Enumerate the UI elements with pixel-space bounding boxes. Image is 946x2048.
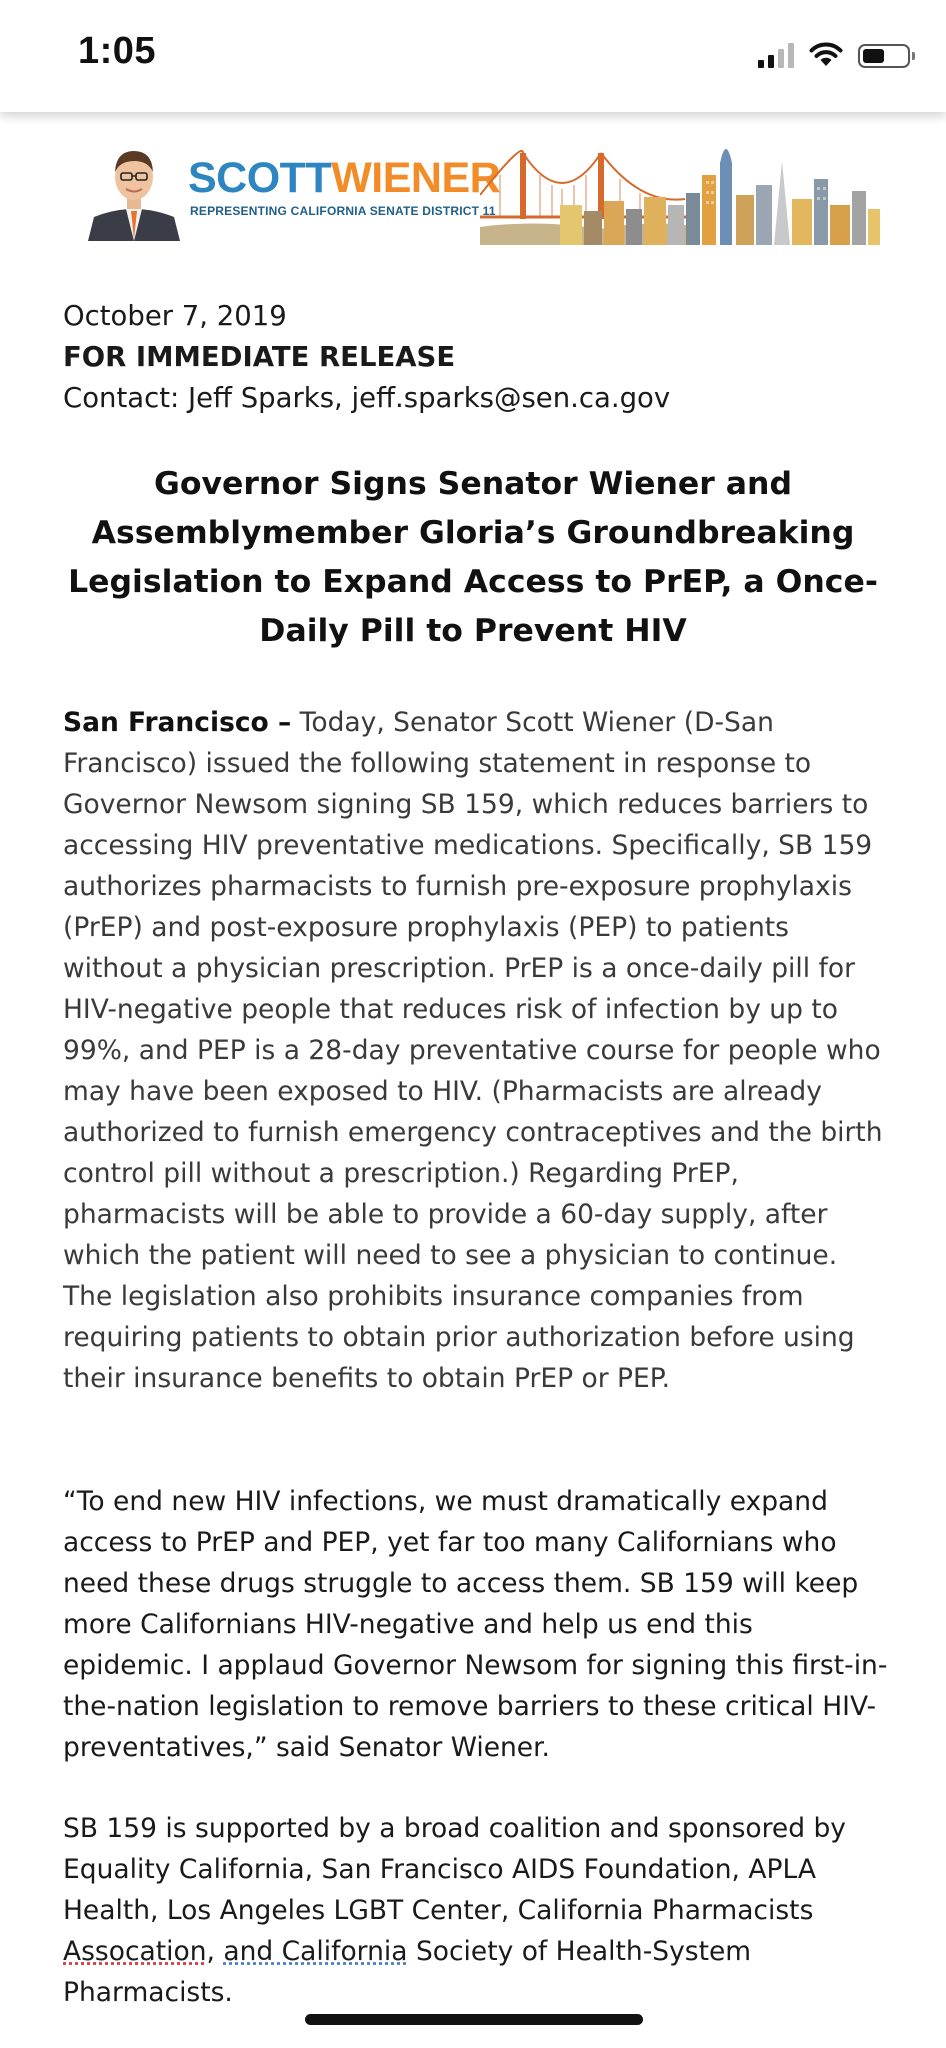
header-banner bbox=[80, 135, 880, 245]
status-icons bbox=[758, 40, 910, 68]
release-type: FOR IMMEDIATE RELEASE bbox=[63, 341, 456, 373]
paragraph-3-text-e: Society of Health-System Pharmacists. bbox=[63, 1936, 752, 2008]
body-paragraph-1 bbox=[63, 702, 889, 1399]
wifi-icon bbox=[808, 40, 844, 68]
headline: Governor Signs Senator Wiener and Assemblymember Gloria’s Groundbreaking Legislation to Expand Access to PrEP, a Once-Daily Pill to Prevent HIV bbox=[68, 466, 878, 649]
paragraph-3-text-c: , bbox=[206, 1936, 224, 1967]
brand-tagline: REPRESENTING CALIFORNIA SENATE DISTRICT 11 bbox=[190, 204, 496, 218]
paragraph-3-text-a: SB 159 is supported by a broad coalition and sponsored by Equality California, San Francisco AIDS Foundation, APLA Health, Los Angeles LGBT Center, California Pharmacists bbox=[63, 1813, 846, 1926]
skyline-illustration bbox=[480, 135, 880, 245]
battery-icon bbox=[858, 44, 910, 68]
release-meta bbox=[63, 296, 893, 419]
brand-last-name: WIENER bbox=[331, 154, 501, 202]
grammar-flagged-phrase: and California bbox=[223, 1936, 408, 1967]
spellcheck-flagged-word: Assocation bbox=[63, 1936, 207, 1967]
dateline: San Francisco – bbox=[63, 707, 292, 738]
status-bar bbox=[0, 0, 946, 112]
body-paragraph-2: “To end new HIV infections, we must dramatically expand access to PrEP and PEP, yet far too many Californians who need these drugs struggle to access them. SB 159 will keep more Californians HIV-negative and help us end this epidemic. I applaud Governor Newsom for signing this first-in-the-nation legislation to remove barriers to these critical HIV-preventatives,” said Senator Wiener. bbox=[63, 1486, 888, 1763]
home-indicator[interactable] bbox=[305, 2014, 643, 2025]
battery-level bbox=[863, 49, 884, 63]
brand-name bbox=[188, 154, 501, 202]
brand-first-name: SCOTT bbox=[188, 154, 332, 202]
release-date: October 7, 2019 bbox=[63, 300, 287, 332]
paragraph-1-text: Today, Senator Scott Wiener (D-San Francisco) issued the following statement in response to Governor Newsom signing SB 159, which reduces barriers to accessing HIV preventative medications. Specifically, SB 159 authorizes pharmacists to furnish pre-exposure prophylaxis (PrEP) and post-exposure prophylaxis (PEP) to patients without a physician prescription. PrEP is a once-daily pill for HIV-negative people that reduces risk of infection by up to 99%, and PEP is a 28-day preventative course for people who may have been exposed to HIV. (Pharmacists are already authorized to furnish emergency contraceptives and the birth control pill without a prescription.) Regarding PrEP, pharmacists will be able to provide a 60-day supply, after which the patient will need to see a physician to continue. The legislation also prohibits insurance companies from requiring patients to obtain prior authorization before using their insurance benefits to obtain PrEP or PEP. bbox=[63, 707, 883, 1394]
senator-portrait bbox=[80, 139, 188, 241]
status-time: 1:05 bbox=[78, 30, 157, 72]
release-contact: Contact: Jeff Sparks, jeff.sparks@sen.ca.gov bbox=[63, 382, 671, 414]
cellular-signal-icon bbox=[758, 42, 794, 68]
body-paragraph-3 bbox=[63, 1808, 889, 2013]
